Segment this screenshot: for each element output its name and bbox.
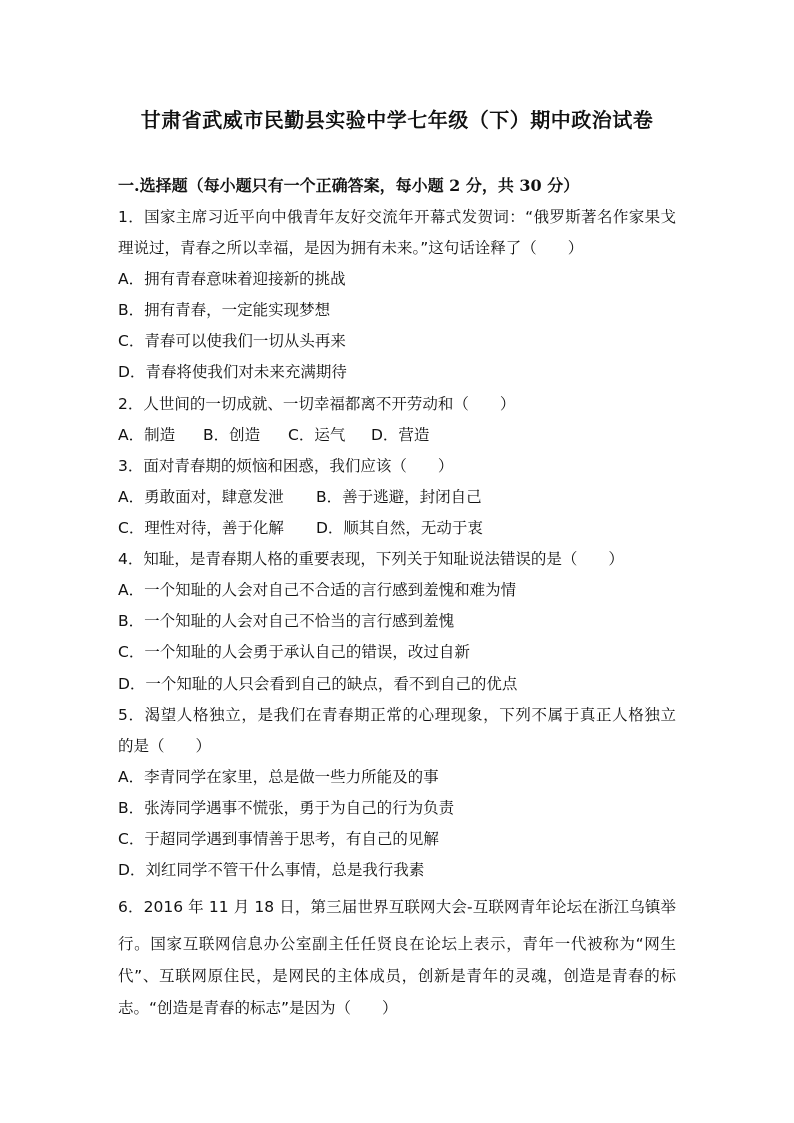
question-3-option-d: D．顺其自然，无动于衷 xyxy=(316,519,483,537)
question-6-stem-line-1: 6．2016 年 11 月 18 日，第三届世界互联网大会-互联网青年论坛在浙江乌镇举 xyxy=(118,898,676,916)
question-2-option-b: B．创造 xyxy=(203,426,261,444)
question-2-option-c: C．运气 xyxy=(288,426,346,444)
question-5-option-b: B．张涛同学遇事不慌张，勇于为自己的行为负责 xyxy=(118,799,455,817)
question-1-stem-line-1: 1．国家主席习近平向中俄青年友好交流年开幕式发贺词：“俄罗斯著名作家果戈 xyxy=(118,208,676,226)
question-3-stem: 3．面对青春期的烦恼和困惑，我们应该（ ） xyxy=(118,457,454,475)
question-1-option-b: B．拥有青春，一定能实现梦想 xyxy=(118,301,331,319)
question-5-option-a: A．李青同学在家里，总是做一些力所能及的事 xyxy=(118,768,439,786)
question-5-stem-line-1: 5．渴望人格独立，是我们在青春期正常的心理现象，下列不属于真正人格独立 xyxy=(118,706,676,724)
question-1-option-a: A．拥有青春意味着迎接新的挑战 xyxy=(118,270,346,288)
question-4-option-d: D．一个知耻的人只会看到自己的缺点，看不到自己的优点 xyxy=(118,675,518,693)
question-2-option-a: A．制造 xyxy=(118,426,176,444)
question-6-stem-line-2: 行。国家互联网信息办公室副主任任贤良在论坛上表示，青年一代被称为“网生 xyxy=(118,935,676,953)
question-4-option-a: A．一个知耻的人会对自己不合适的言行感到羞愧和难为情 xyxy=(118,581,517,599)
question-5-option-c: C．于超同学遇到事情善于思考，有自己的见解 xyxy=(118,830,439,848)
question-4-option-c: C．一个知耻的人会勇于承认自己的错误，改过自新 xyxy=(118,643,470,661)
question-2-stem: 2．人世间的一切成就、一切幸福都离不开劳动和（ ） xyxy=(118,395,516,413)
question-1-option-c: C．青春可以使我们一切从头再来 xyxy=(118,332,346,350)
question-4-option-b: B．一个知耻的人会对自己不恰当的言行感到羞愧 xyxy=(118,612,455,630)
question-3-option-a: A．勇敢面对，肆意发泄 xyxy=(118,488,284,506)
question-6-stem-line-3: 代”、互联网原住民，是网民的主体成员，创新是青年的灵魂，创造是青春的标 xyxy=(118,967,676,985)
question-3-option-c: C．理性对待，善于化解 xyxy=(118,519,284,537)
question-5-stem-line-2: 的是（ ） xyxy=(118,737,212,755)
question-5-option-d: D．刘红同学不管干什么事情，总是我行我素 xyxy=(118,861,425,879)
section-heading: 一.选择题（每小题只有一个正确答案，每小题 2 分，共 30 分） xyxy=(118,176,580,195)
question-1-stem-line-2: 理说过，青春之所以幸福，是因为拥有未来。”这句话诠释了（ ） xyxy=(118,239,584,257)
question-4-stem: 4．知耻，是青春期人格的重要表现，下列关于知耻说法错误的是（ ） xyxy=(118,550,624,568)
question-3-option-b: B．善于逃避，封闭自己 xyxy=(316,488,482,506)
page-title: 甘肃省武威市民勤县实验中学七年级（下）期中政治试卷 xyxy=(140,108,654,132)
question-6-stem-line-4: 志。“创造是青春的标志”是因为（ ） xyxy=(118,999,398,1017)
question-2-option-d: D．营造 xyxy=(371,426,430,444)
question-1-option-d: D．青春将使我们对未来充满期待 xyxy=(118,363,347,381)
